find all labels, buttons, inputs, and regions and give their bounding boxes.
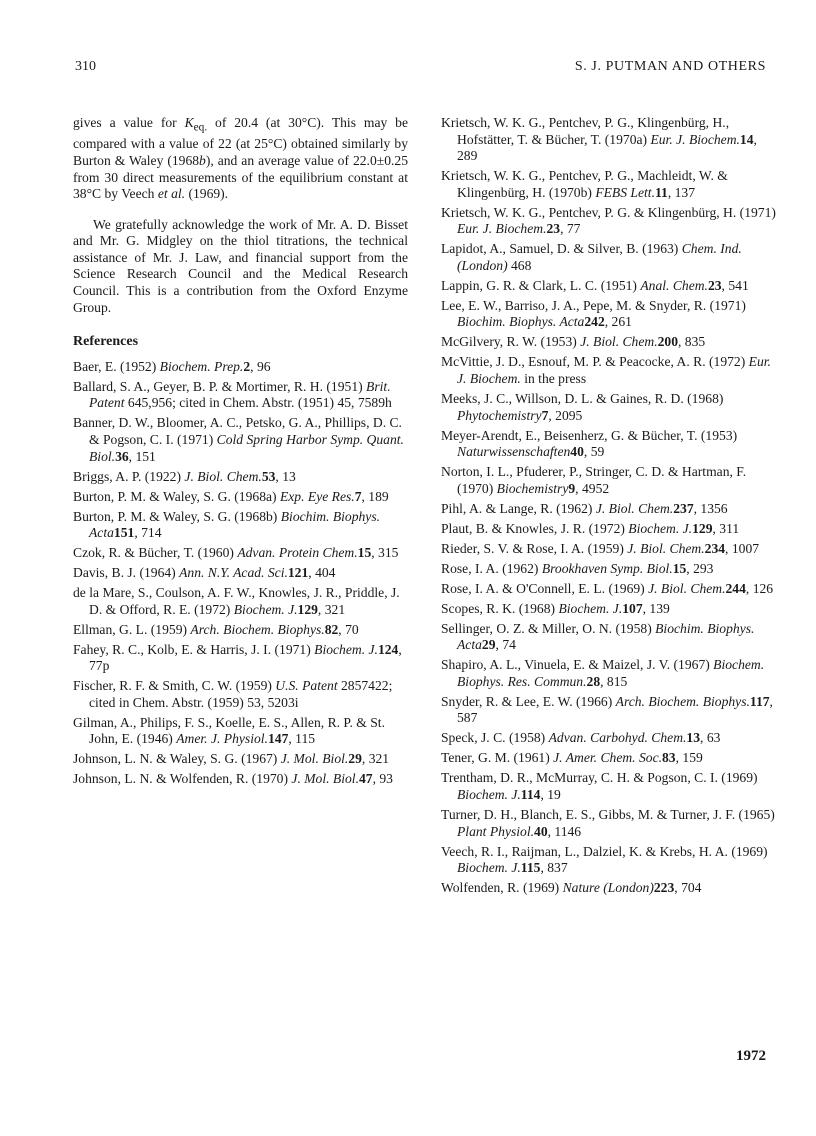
reference-journal: Phytochemistry	[457, 407, 542, 423]
reference-entry	[441, 464, 779, 497]
reference-journal: Chem. Ind. (London)	[457, 241, 742, 273]
reference-pages: , 59	[583, 444, 605, 460]
reference-entry	[73, 489, 408, 506]
reference-authors: Fischer, R. F. & Smith, C. W. (1959)	[73, 678, 276, 694]
reference-journal: J. Mol. Biol.	[280, 751, 349, 767]
reference-journal: Biochem. J.	[628, 520, 693, 536]
reference-journal: Biochem. Biophys. Res. Commun.	[457, 657, 765, 689]
reference-entry	[441, 770, 779, 803]
left-column	[73, 115, 408, 791]
reference-pages: , 1356	[693, 500, 728, 516]
reference-entry	[73, 585, 408, 618]
reference-volume: 129	[297, 601, 318, 617]
reference-pages: , 714	[134, 525, 162, 541]
reference-authors: McVittie, J. D., Esnouf, M. P. & Peacocke, A. R. (1972)	[441, 354, 749, 370]
reference-pages: , 1007	[725, 540, 760, 556]
reference-pages: , 815	[600, 673, 628, 689]
reference-authors: Baer, E. (1952)	[73, 358, 160, 374]
reference-entry	[73, 771, 408, 788]
reference-journal: Advan. Carbohyd. Chem.	[548, 730, 687, 746]
reference-pages: , 315	[371, 545, 399, 561]
reference-authors: Trentham, D. R., McMurray, C. H. & Pogson, C. I. (1969)	[441, 770, 758, 786]
reference-entry	[73, 751, 408, 768]
reference-entry	[441, 428, 779, 461]
reference-pages: , 704	[674, 880, 702, 896]
reference-volume: 13	[686, 730, 701, 746]
reference-pages: , 63	[700, 730, 721, 746]
reference-entry	[441, 298, 779, 331]
reference-entry	[73, 642, 408, 675]
reference-pages: , 159	[675, 750, 703, 766]
reference-authors: Scopes, R. K. (1968)	[441, 600, 559, 616]
reference-journal: Naturwissenschaften	[457, 444, 571, 460]
acknowledgements: We gratefully acknowledge the work of Mr. A. D. Bisset and Mr. G. Midgley on the thiol titrations, the technical assistance of Mr. J. Law, and financial support from the Science Research Council and the Medical Research Council. This is a contribution from the Oxford Enzyme Group.	[73, 216, 408, 315]
reference-journal: Anal. Chem.	[640, 277, 708, 293]
reference-journal: Arch. Biochem. Biophys.	[615, 693, 750, 709]
reference-pages: , 837	[540, 860, 568, 876]
reference-volume: 23	[707, 277, 722, 293]
reference-volume: 29	[348, 751, 362, 767]
reference-pages: , 321	[317, 601, 346, 617]
reference-pages: , 93	[372, 771, 393, 787]
reference-entry	[441, 115, 779, 165]
right-column	[441, 115, 779, 900]
reference-journal: U.S. Patent	[275, 678, 338, 694]
reference-entry	[73, 678, 408, 711]
reference-volume: 11	[654, 184, 668, 200]
reference-volume: 47	[358, 771, 373, 787]
reference-pages: , 151	[128, 448, 156, 464]
reference-journal: J. Biol. Chem.	[648, 580, 726, 596]
reference-entry	[441, 501, 779, 518]
reference-journal: Amer. J. Physiol.	[176, 731, 268, 747]
reference-pages: , 293	[686, 560, 714, 576]
reference-entry	[73, 565, 408, 582]
reference-pages: , 311	[712, 520, 740, 536]
reference-journal: Biochem. J.	[457, 860, 521, 876]
references-list-right	[441, 115, 779, 897]
page-number: 310	[75, 59, 96, 74]
reference-entry	[441, 730, 779, 747]
reference-entry	[73, 469, 408, 486]
reference-journal: J. Mol. Biol.	[291, 771, 359, 787]
reference-pages: , 115	[288, 731, 316, 747]
reference-authors: McGilvery, R. W. (1953)	[441, 334, 581, 350]
reference-journal: Arch. Biochem. Biophys.	[190, 621, 325, 637]
reference-journal: Biochem. J.	[558, 600, 623, 616]
reference-journal: J. Biol. Chem.	[184, 468, 262, 484]
k-symbol: K	[184, 115, 194, 130]
text-run: gives a value for	[73, 115, 185, 130]
reference-entry	[73, 415, 408, 465]
reference-entry	[441, 807, 779, 840]
reference-pages: , 1146	[547, 823, 582, 839]
reference-pages: , 189	[361, 488, 389, 504]
reference-entry	[441, 844, 779, 877]
reference-pages: , 289	[457, 131, 757, 164]
reference-authors: Tener, G. M. (1961)	[441, 750, 554, 766]
reference-volume: 114	[520, 786, 541, 802]
reference-entry	[441, 168, 779, 201]
reference-journal: Advan. Protein Chem.	[237, 545, 358, 561]
reference-authors: Ballard, S. A., Geyer, B. P. & Mortimer, R. H. (1951)	[73, 378, 367, 394]
reference-volume: 9	[568, 480, 576, 496]
reference-volume: 29	[481, 637, 496, 653]
reference-pages: , 261	[604, 314, 632, 330]
reference-volume: 223	[653, 880, 675, 896]
reference-entry	[441, 601, 779, 618]
reference-volume: 244	[725, 580, 746, 596]
reference-authors: Rose, I. A. & O'Connell, E. L. (1969)	[441, 580, 649, 596]
reference-pages: , 70	[338, 621, 359, 637]
reference-authors: Johnson, L. N. & Waley, S. G. (1967)	[73, 751, 281, 767]
reference-journal: Biochemistry	[496, 480, 569, 496]
reference-pages: , 541	[721, 277, 749, 293]
reference-pages: , 96	[250, 358, 271, 374]
reference-pages: , 4952	[575, 480, 610, 496]
reference-authors: Pihl, A. & Lange, R. (1962)	[441, 500, 596, 516]
reference-authors: Davis, B. J. (1964)	[73, 565, 180, 581]
reference-pages: , 139	[642, 600, 670, 616]
reference-volume: 147	[267, 731, 289, 747]
year-mark: 1972	[736, 1048, 766, 1064]
reference-journal: J. Biol. Chem.	[580, 334, 658, 350]
reference-volume: 117	[749, 693, 770, 709]
reference-authors: Plaut, B. & Knowles, J. R. (1972)	[441, 520, 629, 536]
reference-entry	[441, 541, 779, 558]
reference-pages: 2857422; cited in Chem. Abstr. (1959) 53, 5203i	[89, 678, 393, 710]
references-heading: References	[73, 334, 139, 350]
reference-volume: 23	[546, 221, 561, 237]
reference-authors: Norton, I. L., Pfuderer, P., Stringer, C. D. & Hartman, F. (1970)	[441, 464, 747, 496]
reference-volume: 107	[622, 600, 643, 616]
reference-entry	[441, 334, 779, 351]
reference-journal: Ann. N.Y. Acad. Sci.	[179, 565, 288, 581]
reference-entry	[441, 621, 779, 654]
reference-pages: 645,956; cited in Chem. Abstr. (1951) 45, 7589h	[124, 395, 392, 411]
reference-pages: , 137	[667, 184, 696, 200]
reference-authors: Czok, R. & Bücher, T. (1960)	[73, 545, 238, 561]
reference-entry	[73, 715, 408, 748]
reference-entry	[441, 391, 779, 424]
reference-authors: Rieder, S. V. & Rose, I. A. (1959)	[441, 540, 628, 556]
reference-entry	[73, 359, 408, 376]
reference-journal: Brit. Patent	[89, 378, 391, 411]
reference-pages: , 2095	[548, 407, 583, 423]
reference-volume: 7	[541, 407, 549, 423]
reference-pages: 468	[507, 257, 532, 273]
reference-entry	[441, 657, 779, 690]
reference-authors: Rose, I. A. (1962)	[441, 560, 542, 576]
reference-authors: Lappin, G. R. & Clark, L. C. (1951)	[441, 277, 641, 293]
text-italic: b	[199, 152, 206, 168]
reference-pages: , 77	[560, 221, 581, 237]
reference-volume: 40	[534, 823, 548, 839]
reference-journal: Biochim. Biophys. Acta	[457, 314, 585, 330]
reference-volume: 15	[672, 560, 687, 576]
reference-journal: Biochem. J.	[314, 641, 378, 657]
reference-authors: Wolfenden, R. (1969)	[441, 880, 563, 896]
reference-volume: 151	[113, 525, 135, 541]
reference-authors: Burton, P. M. & Waley, S. G. (1968b)	[73, 508, 281, 524]
reference-entry	[441, 278, 779, 295]
reference-authors: Shapiro, A. L., Vinuela, E. & Maizel, J. V. (1967)	[441, 657, 714, 673]
reference-journal: Eur. J. Biochem.	[457, 354, 771, 387]
reference-authors: Ellman, G. L. (1959)	[73, 621, 191, 637]
reference-entry	[441, 241, 779, 274]
reference-volume: 28	[586, 673, 601, 689]
reference-volume: 36	[115, 448, 129, 464]
reference-pages: , 77p	[89, 641, 402, 674]
text-run: of 20.4 (at 30°C). This may be compared with a value of 22 (at 25°C) obtained similarly by Burton & Waley (1968	[73, 115, 408, 168]
reference-entry	[441, 521, 779, 538]
reference-authors: Banner, D. W., Bloomer, A. C., Petsko, G. A., Phillips, D. C. & Pogson, C. I. (1971)	[73, 415, 402, 447]
reference-entry	[73, 509, 408, 542]
reference-entry	[441, 205, 779, 238]
reference-volume: 40	[570, 444, 584, 460]
k-subscript: eq.	[193, 121, 208, 134]
reference-volume: 83	[662, 750, 676, 766]
reference-pages: , 321	[361, 751, 390, 767]
reference-journal: Plant Physiol.	[457, 823, 535, 839]
reference-entry	[73, 545, 408, 562]
reference-journal: Brookhaven Symp. Biol.	[541, 560, 673, 576]
reference-pages: , 13	[275, 468, 296, 484]
reference-journal: Eur. J. Biochem.	[457, 221, 547, 237]
reference-pages: in the press	[520, 371, 587, 387]
running-head: S. J. PUTMAN AND OTHERS	[574, 59, 766, 74]
reference-volume: 124	[377, 641, 399, 657]
reference-volume: 200	[657, 334, 678, 350]
reference-pages: , 19	[540, 786, 561, 802]
reference-entry	[441, 694, 779, 727]
reference-authors: Speck, J. C. (1958)	[441, 730, 549, 746]
reference-volume: 53	[261, 468, 276, 484]
text-run: ), and an average value of 22.0±0.25 from 30 direct measurements of the equilibrium constant at 38°C by Veech	[73, 152, 408, 202]
reference-authors: Gilman, A., Philips, F. S., Koelle, E. S., Allen, R. P. & St. John, E. (1946)	[73, 714, 385, 747]
reference-entry	[441, 750, 779, 767]
reference-journal: Biochim. Biophys. Acta	[89, 508, 381, 541]
reference-entry	[73, 622, 408, 639]
reference-pages: , 74	[495, 637, 516, 653]
reference-journal: J. Biol. Chem.	[595, 500, 674, 516]
body-paragraph-equilibrium	[73, 115, 408, 203]
reference-journal: Biochem. J.	[233, 601, 298, 617]
reference-authors: Krietsch, W. K. G., Pentchev, P. G., Machleidt, W. & Klingenbürg, H. (1970b)	[441, 168, 728, 200]
reference-journal: FEBS Lett.	[595, 184, 655, 200]
reference-authors: Sellinger, O. Z. & Miller, O. N. (1958)	[441, 620, 656, 636]
reference-entry	[73, 379, 408, 412]
reference-authors: Krietsch, W. K. G., Pentchev, P. G., Klingenbürg, H., Hofstätter, T. & Bücher, T. (1970a)	[441, 115, 730, 147]
reference-entry	[441, 880, 779, 897]
reference-pages: , 126	[745, 580, 774, 596]
reference-journal: Biochem. J.	[457, 786, 521, 802]
reference-journal: J. Amer. Chem. Soc.	[553, 750, 662, 766]
reference-journal: Biochem. Prep.	[159, 358, 244, 374]
reference-volume: 82	[324, 621, 339, 637]
reference-journal: Nature (London)	[562, 880, 654, 896]
reference-journal: Exp. Eye Res.	[279, 488, 355, 504]
reference-volume: 14	[739, 131, 754, 147]
reference-authors: Fahey, R. C., Kolb, E. & Harris, J. I. (1971)	[73, 641, 315, 657]
reference-authors: Briggs, A. P. (1922)	[73, 468, 185, 484]
reference-authors: Veech, R. I., Raijman, L., Dalziel, K. & Krebs, H. A. (1969)	[441, 843, 768, 859]
reference-pages: , 587	[457, 693, 773, 726]
text-italic: et al.	[157, 186, 186, 202]
reference-authors: Krietsch, W. K. G., Pentchev, P. G. & Klingenbürg, H. (1971)	[441, 204, 776, 220]
references-list-left	[73, 359, 408, 788]
reference-volume: 15	[357, 545, 372, 561]
reference-volume: 115	[520, 860, 541, 876]
reference-authors: Lee, E. W., Barriso, J. A., Pepe, M. & Snyder, R. (1971)	[441, 297, 746, 313]
reference-volume: 2	[243, 358, 251, 374]
reference-volume: 234	[704, 540, 726, 556]
reference-entry	[441, 581, 779, 598]
reference-volume: 121	[287, 565, 309, 581]
reference-volume: 129	[692, 520, 713, 536]
reference-entry	[441, 561, 779, 578]
reference-journal: Cold Spring Harbor Symp. Quant. Biol.	[89, 432, 404, 464]
reference-journal: Eur. J. Biochem.	[650, 131, 740, 147]
reference-authors: de la Mare, S., Coulson, A. F. W., Knowles, J. R., Priddle, J. D. & Offord, R. E. (1972)	[73, 585, 400, 617]
reference-journal: J. Biol. Chem.	[627, 540, 705, 556]
reference-volume: 7	[354, 488, 362, 504]
reference-volume: 237	[673, 500, 694, 516]
reference-authors: Lapidot, A., Samuel, D. & Silver, B. (1963)	[441, 241, 682, 257]
reference-journal: Biochim. Biophys. Acta	[457, 620, 755, 653]
reference-pages: , 835	[678, 334, 706, 350]
reference-entry	[441, 354, 779, 387]
reference-authors: Meyer-Arendt, E., Beisenherz, G. & Bücher, T. (1953)	[441, 427, 738, 443]
reference-authors: Snyder, R. & Lee, E. W. (1966)	[441, 693, 616, 709]
reference-authors: Meeks, J. C., Willson, D. L. & Gaines, R. D. (1968)	[441, 391, 724, 407]
reference-pages: , 404	[308, 565, 336, 581]
reference-authors: Johnson, L. N. & Wolfenden, R. (1970)	[73, 771, 292, 787]
reference-authors: Burton, P. M. & Waley, S. G. (1968a)	[73, 488, 280, 504]
text-run: (1969).	[185, 186, 229, 202]
reference-authors: Turner, D. H., Blanch, E. S., Gibbs, M. & Turner, J. F. (1965)	[441, 806, 775, 822]
reference-volume: 242	[584, 314, 605, 330]
